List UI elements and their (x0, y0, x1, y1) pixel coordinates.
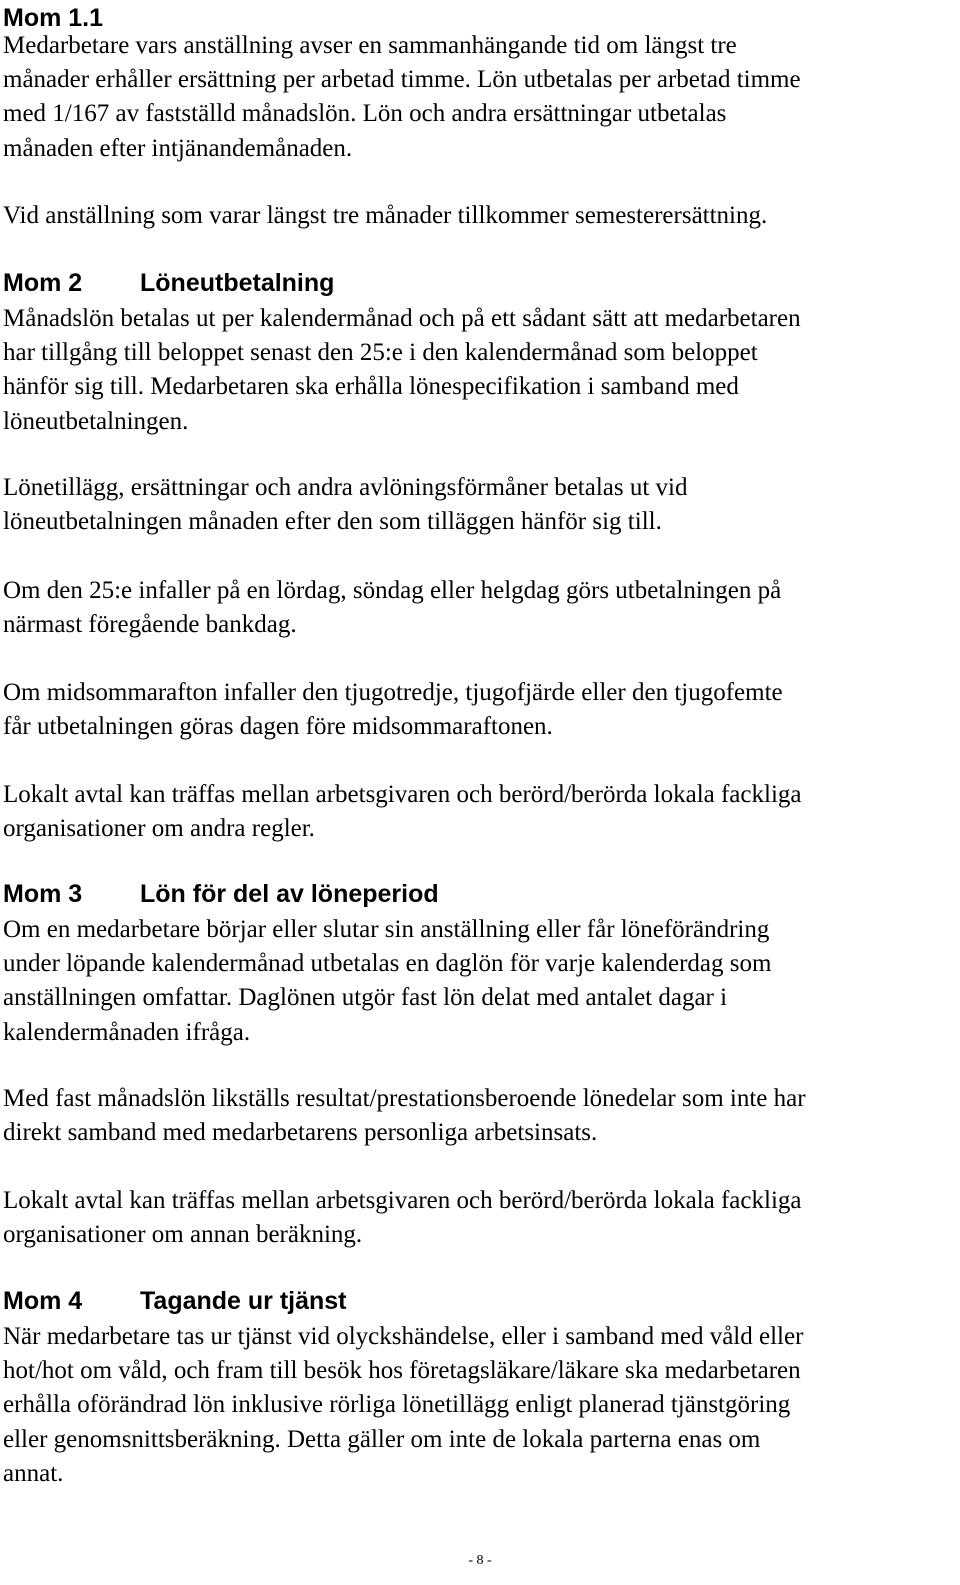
text-line: under löpande kalendermånad utbetalas en daglön för varje kalenderdag som (3, 950, 772, 978)
text-line: kalendermånaden ifråga. (3, 1018, 251, 1046)
paragraph (3, 1184, 802, 1252)
text-line: När medarbetare tas ur tjänst vid olyckshändelse, eller i samband med våld eller (3, 1323, 804, 1350)
text-line: direkt samband med medarbetarens personliga arbetsinsats. (3, 1119, 598, 1147)
text-line: med 1/167 av fastställd månadslön. Lön och andra ersättningar utbetalas (3, 100, 727, 128)
text-line: Med fast månadslön likställs resultat/prestationsberoende lönedelar som inte har (3, 1085, 806, 1112)
section-number: Mom 4 (3, 1287, 83, 1315)
text-line: Om den 25:e infaller på en lördag, söndag eller helgdag görs utbetalningen på (3, 577, 782, 604)
text-line: Medarbetare vars anställning avser en sammanhängande tid om längst tre (3, 32, 737, 59)
text-line: Om midsommarafton infaller den tjugotredje, tjugofjärde eller den tjugofemte (3, 679, 783, 706)
text-line: Om en medarbetare börjar eller slutar sin anställning eller får löneförändring (3, 916, 770, 943)
text-line: får utbetalningen göras dagen före midsommaraftonen. (3, 713, 553, 741)
paragraph (3, 471, 688, 539)
text-line: löneutbetalningen. (3, 407, 189, 435)
paragraph (3, 913, 771, 1050)
paragraph (3, 199, 767, 233)
section-heading-mom-2 (3, 268, 334, 298)
paragraph (3, 1082, 806, 1150)
paragraph (3, 778, 802, 846)
section-heading-mom-3 (3, 879, 439, 909)
text-line: hänför sig till. Medarbetaren ska erhålla lönespecifikation i samband med (3, 373, 739, 401)
text-line: Månadslön betalas ut per kalendermånad och på ett sådant sätt att medarbetaren (3, 305, 801, 332)
text-line: annat. (3, 1459, 64, 1487)
text-line: har tillgång till beloppet senast den 25:e i den kalendermånad som beloppet (3, 339, 758, 367)
text-line: löneutbetalningen månaden efter den som tilläggen hänför sig till. (3, 508, 662, 536)
text-line: månaden efter intjänandemånaden. (3, 134, 353, 162)
text-line: anställningen omfattar. Daglönen utgör fast lön delat med antalet dagar i (3, 984, 728, 1012)
text-line: eller genomsnittsberäkning. Detta gäller om inte de lokala parterna enas om (3, 1425, 761, 1453)
section-number: Mom 3 (3, 880, 83, 908)
paragraph (3, 676, 783, 744)
text-line: Vid anställning som varar längst tre månader tillkommer semesterersättning. (3, 202, 768, 229)
text-line: organisationer om annan beräkning. (3, 1221, 363, 1249)
section-title: Tagande ur tjänst (140, 1287, 347, 1315)
section-number: Mom 2 (3, 269, 83, 297)
page-number: - 8 - (468, 1553, 492, 1568)
paragraph (3, 574, 781, 642)
section-number: Mom 1.1 (3, 4, 104, 32)
text-line: närmast föregående bankdag. (3, 611, 297, 639)
text-line: Lokalt avtal kan träffas mellan arbetsgivaren och berörd/berörda lokala fackliga (3, 1187, 802, 1214)
paragraph (3, 302, 801, 439)
section-title: Löneutbetalning (140, 269, 335, 297)
section-title: Lön för del av löneperiod (140, 880, 439, 908)
paragraph (3, 29, 801, 166)
text-line: Lönetillägg, ersättningar och andra avlöningsförmåner betalas ut vid (3, 474, 688, 501)
text-line: hot/hot om våld, och fram till besök hos företagsläkare/läkare ska medarbetaren (3, 1357, 801, 1385)
text-line: organisationer om andra regler. (3, 815, 315, 843)
paragraph (3, 1320, 803, 1491)
text-line: erhålla oförändrad lön inklusive rörliga lönetillägg enligt planerad tjänstgöring (3, 1391, 791, 1419)
text-line: Lokalt avtal kan träffas mellan arbetsgivaren och berörd/berörda lokala fackliga (3, 781, 802, 808)
text-line: månader erhåller ersättning per arbetad timme. Lön utbetalas per arbetad timme (3, 66, 801, 94)
section-heading-mom-4 (3, 1286, 347, 1316)
